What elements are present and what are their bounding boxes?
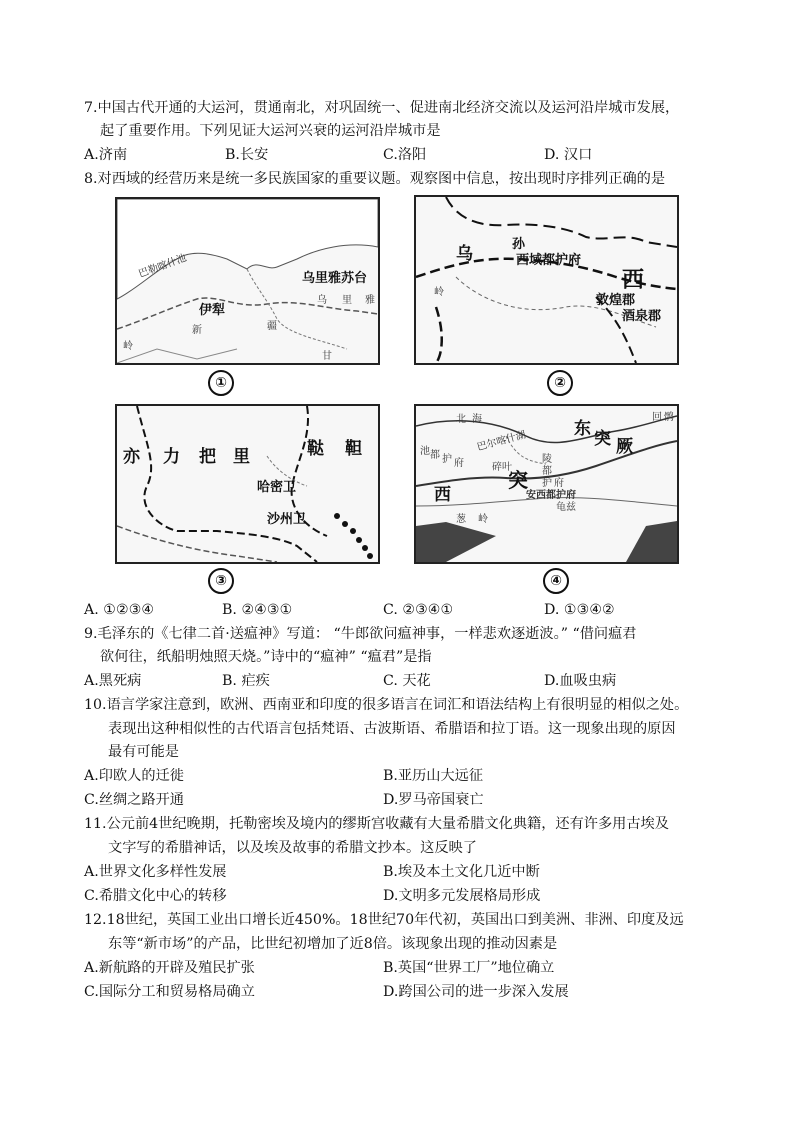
map-4-label-hui: 回 <box>652 412 662 423</box>
map-3-label-hami: 哈密卫 <box>257 480 297 495</box>
q9-option-c[interactable]: C. 天花 <box>383 673 431 689</box>
q10-option-a[interactable]: A.印欧人的迁徙 <box>84 768 184 784</box>
map-4-label-du: 都 <box>430 450 440 461</box>
map-4-label-suiye: 碎叶 <box>492 462 512 473</box>
map-2-label-sun: 孙 <box>512 237 526 252</box>
map-3-label-yi: 亦 <box>123 447 140 467</box>
map-1-label-lake: 巴勒喀什池 <box>137 252 189 281</box>
q8-option-d[interactable]: D. ①③④② <box>544 602 615 618</box>
q7-option-b[interactable]: B.长安 <box>225 147 269 163</box>
map-4-label-anxi: 安西都护府 <box>526 490 576 501</box>
q8-stem-line1: 8.对西域的经营历来是统一多民族国家的重要议题。观察图中信息，按出现时序排列正确的是 <box>84 171 666 187</box>
q9-stem-line1: 9.毛泽东的《七律二首·送瘟神》写道： “牛郎欲问瘟神事，一样悲欢逐逝波。” “借问瘟君 <box>84 626 637 642</box>
map-1-qing <box>115 197 380 365</box>
q12-option-c[interactable]: C.国际分工和贸易格局确立 <box>84 984 255 1000</box>
map-4-label-balkhash: 巴尔喀什湖 <box>475 429 528 454</box>
map-4-label-hu: 护 <box>442 454 452 465</box>
map-4-label-tu2: 突 <box>508 468 528 492</box>
q10-option-d[interactable]: D.罗马帝国衰亡 <box>383 792 484 808</box>
map-4-label-cong: 葱 <box>456 514 466 525</box>
q7-option-c[interactable]: C.洛阳 <box>383 147 427 163</box>
map-2-label-xi: 西 <box>622 267 645 293</box>
q12-option-b[interactable]: B.英国“世界工厂”地位确立 <box>383 960 555 976</box>
map-4-label-hai: 海 <box>472 414 482 425</box>
q10-option-c[interactable]: C.丝绸之路开通 <box>84 792 184 808</box>
q9-stem-line2: 欲何往，纸船明烛照天烧。”诗中的“瘟神” “瘟君”是指 <box>100 649 432 665</box>
map-4-label-xi: 西 <box>434 485 451 505</box>
q11-option-c[interactable]: C.希腊文化中心的转移 <box>84 888 227 904</box>
map-1-label-wu: 乌 <box>317 295 327 306</box>
map-3-ming <box>115 404 380 564</box>
q12-stem-line2: 东等“新市场”的产品，比世纪初增加了近8倍。该现象出现的推动因素是 <box>108 936 558 952</box>
q10-option-b[interactable]: B.亚历山大远征 <box>383 768 484 784</box>
map-2-han <box>414 195 679 365</box>
map-2-label-dunhuang: 敦煌郡 <box>596 293 636 308</box>
q7-option-a[interactable]: A.济南 <box>84 147 128 163</box>
map-3-number: ③ <box>208 568 234 594</box>
q9-option-a[interactable]: A.黑死病 <box>84 673 142 689</box>
map-4-label-du2: 都 <box>542 466 552 477</box>
map-4-tang <box>414 404 679 564</box>
q7-option-d[interactable]: D. 汉口 <box>544 147 593 163</box>
map-4-label-jue: 厥 <box>616 437 633 457</box>
map-1-label-yili: 伊犁 <box>199 303 226 318</box>
map-1-label-gan: 甘 <box>322 351 332 362</box>
q11-option-b[interactable]: B.埃及本土文化几近中断 <box>383 864 540 880</box>
map-2-label-ling: 岭 <box>434 287 444 298</box>
map-3-label-dan: 靼 <box>345 439 362 459</box>
map-3-label-shazhou: 沙州卫 <box>267 512 307 527</box>
q9-option-b[interactable]: B. 疟疾 <box>222 673 270 689</box>
q10-stem-line3: 最有可能是 <box>108 744 179 760</box>
map-2-label-duhufu: 西域都护府 <box>516 253 582 268</box>
map-2-number: ② <box>547 370 573 396</box>
q8-option-c[interactable]: C. ②③④① <box>383 602 454 618</box>
map-1-label-jiang: 疆 <box>267 321 277 332</box>
map-1-label-xin: 新 <box>192 325 202 336</box>
map-4-label-chi: 池 <box>420 446 430 457</box>
map-3-label-ba: 把 <box>199 447 216 467</box>
map-4-label-tu: 突 <box>594 429 611 449</box>
map-3-label-li: 力 <box>163 447 180 467</box>
map-1-label-uliastai: 乌里雅苏台 <box>302 271 368 286</box>
q8-option-b[interactable]: B. ②④③① <box>222 602 293 618</box>
q10-stem-line2: 表现出这种相似性的古代语言包括梵语、古波斯语、希腊语和拉丁语。这一现象出现的原因 <box>108 721 676 737</box>
map-4-label-qiuci: 龟兹 <box>556 502 576 513</box>
map-4-label-ling2: 陵 <box>542 454 552 465</box>
map-4-label-hu2: 护 <box>542 478 552 489</box>
q9-option-d[interactable]: D.血吸虫病 <box>544 673 617 689</box>
q7-stem-line1: 7.中国古代开通的大运河，贯通南北，对巩固统一、促进南北经济交流以及运河沿岸城市发展， <box>84 100 680 116</box>
map-1-label-ya: 雅 <box>365 295 375 306</box>
map-4-number: ④ <box>543 568 569 594</box>
map-4-label-dong: 东 <box>574 419 591 439</box>
map-4-label-fu2: 府 <box>554 478 564 489</box>
map-1-label-ling: 岭 <box>123 341 133 352</box>
map-4-label-hu3: 鹘 <box>664 412 674 423</box>
q10-stem-line1: 10.语言学家注意到，欧洲、西南亚和印度的很多语言在词汇和语法结构上有很明显的相似之处。 <box>84 697 689 713</box>
q11-stem-line1: 11.公元前4世纪晚期，托勒密埃及境内的缪斯宫收藏有大量希腊文化典籍，还有许多用古埃及 <box>84 816 669 832</box>
map-2-label-jiuquan: 酒泉郡 <box>622 309 662 324</box>
q8-option-a[interactable]: A. ①②③④ <box>84 602 155 618</box>
q11-option-d[interactable]: D.文明多元发展格局形成 <box>383 888 541 904</box>
q12-option-a[interactable]: A.新航路的开辟及殖民扩张 <box>84 960 255 976</box>
map-4-label-fu: 府 <box>454 458 464 469</box>
map-4-label-bei: 北 <box>456 414 466 425</box>
map-3-label-li2: 里 <box>233 447 250 467</box>
map-4-label-ling3: 岭 <box>478 514 488 525</box>
q12-option-d[interactable]: D.跨国公司的进一步深入发展 <box>383 984 569 1000</box>
q11-stem-line2: 文字写的希腊神话，以及埃及故事的希腊文抄本。这反映了 <box>108 840 477 856</box>
q11-option-a[interactable]: A.世界文化多样性发展 <box>84 864 227 880</box>
q7-stem-line2: 起了重要作用。下列见证大运河兴衰的运河沿岸城市是 <box>100 123 441 139</box>
map-1-number: ① <box>208 370 234 396</box>
q12-stem-line1: 12.18世纪，英国工业出口增长近450%。18世纪70年代初，英国出口到美洲、非洲、印度及远 <box>84 912 684 928</box>
map-3-graphics <box>117 406 378 562</box>
map-2-label-wu: 乌 <box>456 244 473 264</box>
map-1-label-li: 里 <box>342 295 352 306</box>
map-3-label-da: 鞑 <box>307 439 324 459</box>
